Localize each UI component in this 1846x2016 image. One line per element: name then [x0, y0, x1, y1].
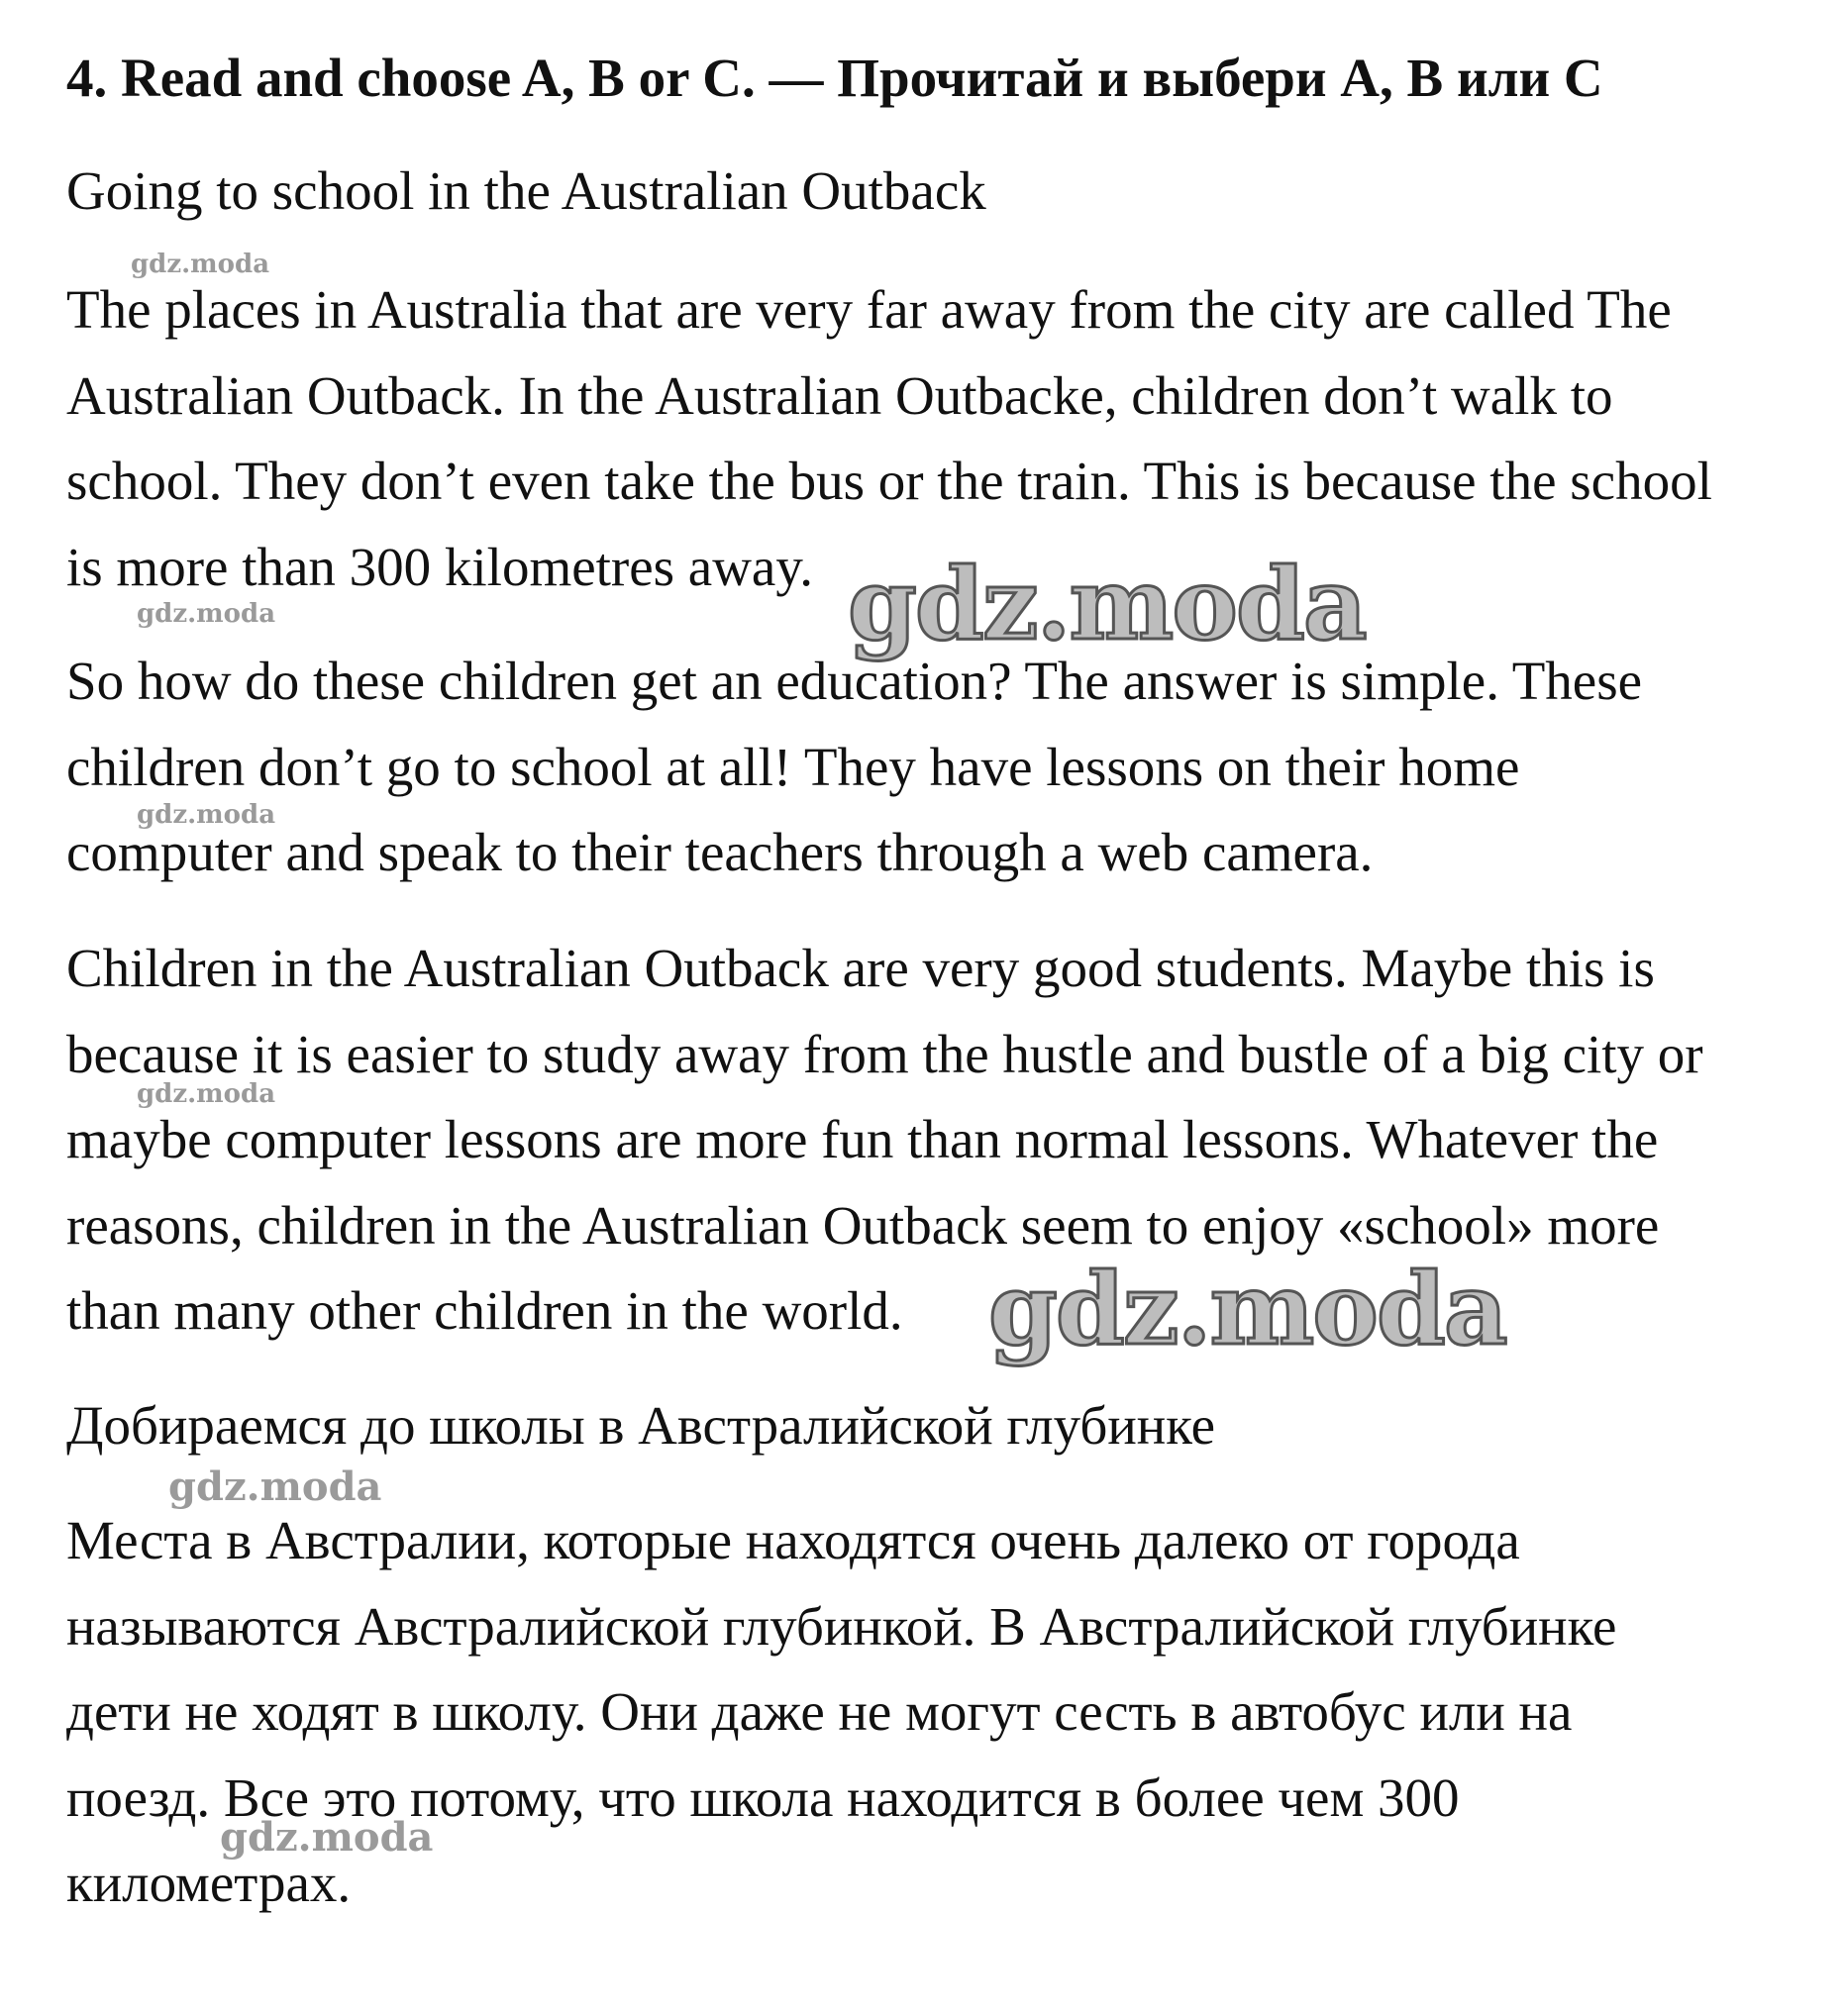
text-line: children don’t go to school at all! They have lessons on their home — [66, 736, 1520, 797]
text-line: because it is easier to study away from the hustle and bustle of a big city or — [66, 1023, 1703, 1084]
text-line: maybe computer lessons are more fun than normal lessons. Whatever the — [66, 1109, 1659, 1169]
watermark: gdz.moda — [137, 800, 276, 830]
text-line: Children in the Australian Outback are very good students. Maybe this is — [66, 938, 1655, 998]
watermark: gdz.moda — [168, 1463, 382, 1510]
english-subtitle: Going to school in the Australian Outback — [66, 160, 986, 221]
watermark: gdz.moda — [137, 599, 276, 629]
watermark: gdz.moda — [220, 1814, 434, 1861]
english-paragraph-2 — [66, 639, 1839, 896]
exercise-heading: 4. Read and choose A, B or C. — Прочитай и выбери A, B или C — [66, 48, 1603, 108]
russian-paragraph-1 — [66, 1498, 1839, 1927]
text-line: дети не ходят в школу. Они даже не могут сесть в автобус или на — [66, 1681, 1573, 1742]
watermark: gdz.moda — [131, 250, 270, 279]
english-paragraph-3 — [66, 926, 1839, 1355]
text-line: computer and speak to their teachers through a web camera. — [66, 822, 1374, 882]
watermark-large: gdz.moda — [848, 546, 1366, 662]
text-line: называются Австралийской глубинкой. В Австралийской глубинке — [66, 1595, 1617, 1657]
watermark-large: gdz.moda — [988, 1251, 1506, 1367]
russian-subtitle: Добираемся до школы в Австралийской глубинке — [66, 1395, 1215, 1456]
text-line: поезд. Все это потому, что школа находится в более чем 300 — [66, 1766, 1460, 1828]
text-line: The places in Australia that are very far away from the city are called The — [66, 279, 1672, 340]
watermark: gdz.moda — [137, 1079, 276, 1109]
text-line: километрах. — [66, 1853, 352, 1913]
text-line: Australian Outback. In the Australian Outbacke, children don’t walk to — [66, 364, 1613, 426]
text-line: reasons, children in the Australian Outback seem to enjoy «school» more — [66, 1194, 1660, 1256]
text-line: than many other children in the world. — [66, 1280, 903, 1341]
text-line: Места в Австралии, которые находятся очень далеко от города — [66, 1510, 1520, 1570]
text-line: is more than 300 kilometres away. — [66, 536, 814, 597]
text-line: So how do these children get an education? The answer is simple. These — [66, 651, 1643, 711]
text-line: school. They don’t even take the bus or the train. This is because the school — [66, 451, 1712, 511]
